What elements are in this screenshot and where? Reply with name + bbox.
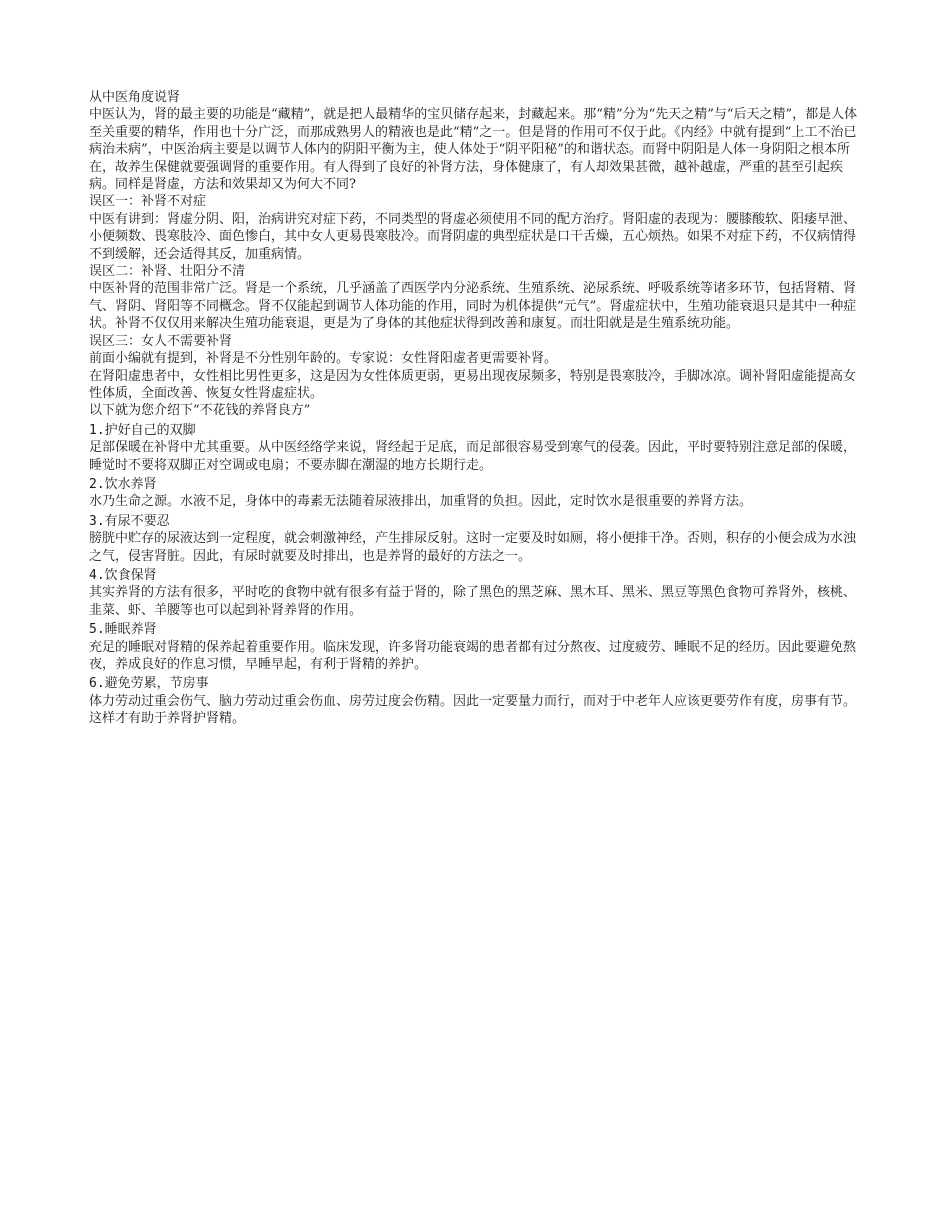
tip-paragraph-2: 水乃生命之源。水液不足，身体中的毒素无法随着尿液排出，加重肾的负担。因此，定时饮水是很重要的养肾方法。 bbox=[89, 494, 753, 510]
document-body bbox=[89, 89, 863, 728]
remedies-intro: 以下就为您介绍下“不花钱的养肾良方” bbox=[89, 403, 311, 419]
tip-heading-2: 2.饮水养肾 bbox=[89, 476, 157, 492]
myth2-heading: 误区二：补肾、壮阳分不清 bbox=[89, 264, 246, 280]
tip-paragraph-3: 膀胱中贮存的尿液达到一定程度，就会刺激神经，产生排尿反射。这时一定要及时如厕，将小便排干净。否则，积存的小便会成为水浊之气，侵害肾脏。因此，有尿时就要及时排出，也是养肾的最好的方法之一。 bbox=[89, 531, 857, 564]
tip-paragraph-1: 足部保暖在补肾中尤其重要。从中医经络学来说，肾经起于足底，而足部很容易受到寒气的侵袭。因此，平时要特别注意足部的保暖，睡觉时不要将双脚正对空调或电扇；不要赤脚在潮湿的地方长期行走。 bbox=[89, 440, 857, 473]
doc-title: 从中医角度说肾 bbox=[89, 90, 181, 105]
myth1-heading: 误区一：补肾不对症 bbox=[89, 194, 207, 210]
tip-heading-6: 6.避免劳累，节房事 bbox=[89, 676, 209, 692]
tip-heading-1: 1.护好自己的双脚 bbox=[89, 422, 196, 438]
myth3-paragraph-2: 在肾阳虚患者中，女性相比男性更多，这是因为女性体质更弱，更易出现夜尿频多，特别是畏寒肢冷，手脚冰凉。调补肾阳虚能提高女性体质，全面改善、恢复女性肾虚症状。 bbox=[89, 368, 857, 401]
tip-heading-4: 4.饮食保肾 bbox=[89, 567, 157, 583]
tip-paragraph-6: 体力劳动过重会伤气、脑力劳动过重会伤血、房劳过度会伤精。因此一定要量力而行，而对于中老年人应该更要劳作有度，房事有节。这样才有助于养肾护肾精。 bbox=[89, 693, 857, 727]
myth2-paragraph: 中医补肾的范围非常广泛。肾是一个系统，几乎涵盖了西医学内分泌系统、生殖系统、泌尿系统、呼吸系统等诸多环节，包括肾精、肾气、肾阴、肾阳等不同概念。肾不仅能起到调节人体功能的作用，同时为机体提供“元气”。肾虚症状中，生殖功能衰退只是其中一种症状。补肾不仅仅用来解决生殖功能衰退，更是为了身体的其他症状得到改善和康复。而壮阳就是是生殖系统功能。 bbox=[89, 281, 857, 332]
tip-heading-3: 3.有尿不要忍 bbox=[89, 513, 170, 529]
myth3-heading: 误区三：女人不需要补肾 bbox=[89, 333, 233, 349]
intro-paragraph: 中医认为，肾的最主要的功能是“藏精”，就是把人最精华的宝贝储存起来，封藏起来。那“精”分为“先天之精”与“后天之精”，都是人体至关重要的精华，作用也十分广泛，而那成熟男人的精液也是此“精”之一。但是肾的作用可不仅于此。《内经》中就有提到“上工不治已病治未病”，中医治病主要是以调节人体内的阴阳平衡为主，使人体处于“阴平阳秘”的和谐状态。而肾中阴阳是人体一身阴阳之根本所在，故养生保健就要强调肾的重要作用。有人得到了良好的补肾方法，身体健康了，有人却效果甚微，越补越虚，严重的甚至引起疾病。同样是肾虚，方法和效果却又为何大不同? bbox=[89, 107, 858, 193]
myth1-paragraph: 中医有讲到：肾虚分阴、阳，治病讲究对症下药，不同类型的肾虚必须使用不同的配方治疗。肾阳虚的表现为：腰膝酸软、阳痿早泄、小便频数、畏寒肢冷、面色惨白，其中女人更易畏寒肢冷。而肾阴虚的典型症状是口干舌燥，五心烦热。如果不对症下药，不仅病情得不到缓解，还会适得其反，加重病情。 bbox=[89, 211, 857, 262]
tip-paragraph-5: 充足的睡眠对肾精的保养起着重要作用。临床发现，许多肾功能衰竭的患者都有过分熬夜、过度疲劳、睡眠不足的经历。因此要避免熬夜，养成良好的作息习惯，早睡早起，有利于肾精的养护。 bbox=[89, 639, 857, 672]
tip-paragraph-4: 其实养肾的方法有很多，平时吃的食物中就有很多有益于肾的，除了黑色的黑芝麻、黑木耳、黑米、黑豆等黑色食物可养肾外，核桃、韭菜、虾、羊腰等也可以起到补肾养肾的作用。 bbox=[89, 585, 857, 618]
tip-heading-5: 5.睡眠养肾 bbox=[89, 622, 157, 638]
myth3-paragraph-1: 前面小编就有提到，补肾是不分性别年龄的。专家说：女性肾阳虚者更需要补肾。 bbox=[89, 351, 558, 367]
